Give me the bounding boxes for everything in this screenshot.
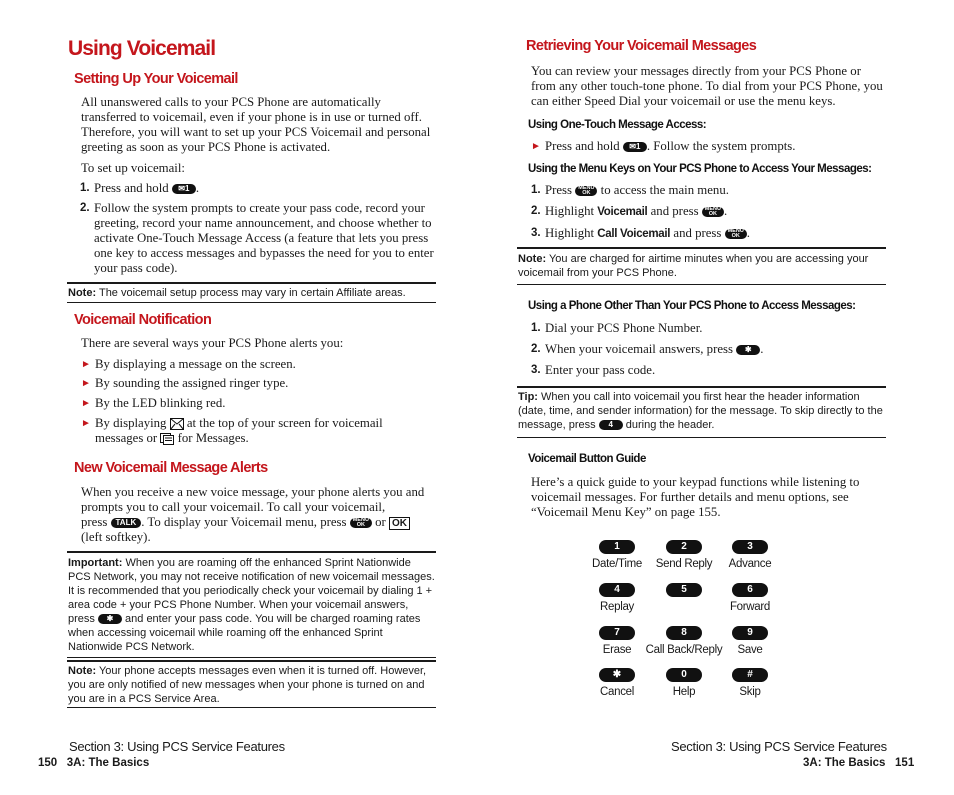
- guide-heading: Voicemail Button Guide: [528, 453, 646, 465]
- alerts-heading: New Voicemail Message Alerts: [74, 460, 268, 476]
- guide-key-11: #: [732, 668, 768, 682]
- other-phone-heading: Using a Phone Other Than Your PCS Phone to Access Messages:: [528, 300, 856, 312]
- guide-key-7: 8: [666, 626, 702, 640]
- star-key-icon: ✱: [736, 345, 760, 355]
- menukeys-heading: Using the Menu Keys on Your PCS Phone to Access Your Messages:: [528, 163, 872, 175]
- page-title: Using Voicemail: [68, 37, 216, 60]
- guide-key-0: 1: [599, 540, 635, 554]
- bullet-arrow-icon: ►: [81, 378, 91, 389]
- key-4-icon: 4: [599, 420, 623, 430]
- guide-label-0: Date/Time: [592, 558, 642, 570]
- setup-step-2: [80, 201, 436, 281]
- guide-label-2: Advance: [728, 558, 772, 570]
- notification-bullet-4: ► By displaying at the top of your screen for voicemail messages or for Messages.: [81, 416, 383, 445]
- voicemail-status-icon: [170, 418, 184, 430]
- right-footer-section: Section 3: Using PCS Service Features: [671, 739, 887, 754]
- menu-ok-key-icon: MENU OK: [702, 207, 724, 217]
- bullet-arrow-icon: ►: [531, 141, 541, 152]
- guide-key-6: 7: [599, 626, 635, 640]
- ok-softkey-icon: OK: [389, 517, 410, 530]
- bullet-arrow-icon: ►: [81, 418, 91, 429]
- talk-key-icon: TALK: [111, 518, 142, 528]
- step-text: Follow the system prompts to create your pass code, record your greeting, record your name announcement, and choose whether to activate One-Touch Message Access (a feature that lets you press one key to access messages and bypasses the need for you to enter your pass code).: [94, 201, 434, 275]
- guide-label-1: Send Reply: [655, 558, 713, 570]
- note-top-rule: [67, 282, 436, 284]
- onetouch-heading: Using One-Touch Message Access:: [528, 119, 707, 131]
- guide-label-5: Forward: [729, 601, 771, 613]
- guide-intro: Here’s a quick guide to your keypad functions while listening to voicemail messages. For further details and menu options, see “Voicemail Menu Key” on page 155.: [531, 475, 860, 519]
- menu-ok-key-icon: MENU OK: [725, 229, 747, 239]
- guide-key-2: 3: [732, 540, 768, 554]
- notification-heading: Voicemail Notification: [74, 312, 212, 328]
- tip-bottom-rule: [517, 437, 886, 438]
- right-note-top-rule: [517, 247, 886, 249]
- guide-key-5: 6: [732, 583, 768, 597]
- left-footer-section: Section 3: Using PCS Service Features: [69, 739, 285, 754]
- guide-label-7: Call Back/Reply: [645, 644, 723, 656]
- bullet-arrow-icon: ►: [81, 359, 91, 370]
- right-note-bottom-rule: [517, 284, 886, 285]
- menu-ok-key-icon: MENU OK: [575, 186, 597, 196]
- guide-label-11: Skip: [739, 686, 761, 698]
- alerts-note: Note: Your phone accepts messages even when it is turned off. However, you are only notified of new messages when your phone is turned on and you are in a PCS Service Area.: [68, 665, 427, 705]
- tip-box: Tip: When you call into voicemail you first hear the header information (date, time, and sender information) for the message. To skip directly to the message, press 4 during the header.: [518, 391, 883, 431]
- setup-heading: Setting Up Your Voicemail: [74, 71, 238, 87]
- setup-lead: To set up voicemail:: [81, 161, 185, 175]
- setup-intro: All unanswered calls to your PCS Phone are automatically transferred to voicemail, even if your phone is in use or turned off. Therefore, you will want to set up your PCS Voicemail and personal greeting as soon as your PCS Phone is activated.: [81, 95, 431, 154]
- guide-label-10: Help: [672, 686, 696, 698]
- step-number: 1.: [80, 182, 90, 194]
- guide-key-8: 9: [732, 626, 768, 640]
- menu-ok-key-icon: MENU OK: [350, 518, 372, 528]
- step-number: 2.: [80, 202, 90, 214]
- note2-top-rule: [67, 660, 436, 662]
- envelope-1-key-icon: ✉1: [623, 142, 647, 152]
- setup-note: Note: The voicemail setup process may vary in certain Affiliate areas.: [68, 287, 406, 299]
- important-top-rule: [67, 551, 436, 553]
- step-text: Press and hold: [94, 181, 169, 195]
- star-key-icon: ✱: [98, 614, 122, 624]
- tip-top-rule: [517, 386, 886, 388]
- retrieving-heading: Retrieving Your Voicemail Messages: [526, 38, 757, 54]
- guide-key-9: ✱: [599, 668, 635, 682]
- guide-key-10: 0: [666, 668, 702, 682]
- guide-key-3: 4: [599, 583, 635, 597]
- important-box: Important: When you are roaming off the enhanced Sprint Nationwide PCS Network, you may not receive notification of new voicemail messages. It is recommended that you periodically check your voicemail by dialing 1 + area code + your PCS Phone Number. When your voicemail answers, press ✱ and enter your pass code. You will be charged roaming rates when accessing voicemail while roaming off the enhanced Sprint Nationwide PCS Network.: [68, 557, 435, 653]
- left-footer-page: 150 3A: The Basics: [38, 757, 150, 769]
- message-status-icon: [160, 433, 174, 445]
- important-bottom-rule: [67, 657, 436, 658]
- bullet-arrow-icon: ►: [81, 398, 91, 409]
- right-note: Note: You are charged for airtime minutes when you are accessing your voicemail from your PCS Phone.: [518, 253, 869, 279]
- guide-key-4: 5: [666, 583, 702, 597]
- alerts-paragraph: When you receive a new voice message, your phone alerts you and prompts you to call your voicemail. To call your voicemail, press TALK . To display your Voicemail menu, press MENU OK or OK (left softkey).: [81, 485, 425, 544]
- notification-lead: There are several ways your PCS Phone alerts you:: [81, 336, 344, 350]
- note2-bottom-rule: [67, 707, 436, 708]
- envelope-1-key-icon: ✉1: [172, 184, 196, 194]
- guide-label-6: Erase: [602, 644, 632, 656]
- retrieving-intro: You can review your messages directly from your PCS Phone or from any other touch-tone phone. To dial from your PCS Phone, you can either Speed Dial your voicemail or use the menu keys.: [531, 64, 883, 108]
- guide-label-9: Cancel: [600, 686, 634, 698]
- note-bottom-rule: [67, 302, 436, 303]
- guide-key-1: 2: [666, 540, 702, 554]
- guide-label-3: Replay: [600, 601, 634, 613]
- right-footer-page: 3A: The Basics 151: [803, 757, 915, 769]
- guide-label-8: Save: [737, 644, 763, 656]
